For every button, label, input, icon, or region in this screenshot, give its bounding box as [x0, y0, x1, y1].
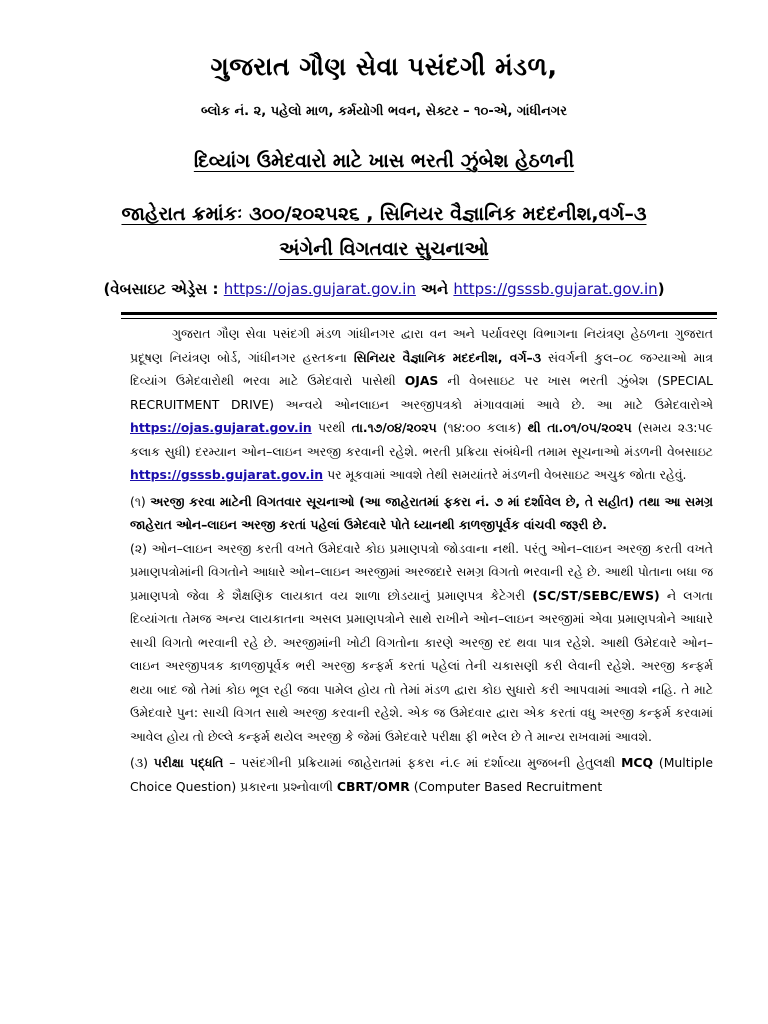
point-3-title: પરીક્ષા પદ્ધતિ — [153, 755, 224, 770]
point-2 — [130, 537, 713, 749]
divider-thin — [121, 318, 717, 319]
intro-gsssb-link[interactable]: https://gsssb.gujarat.gov.in — [130, 467, 324, 482]
mcq-label: MCQ — [621, 755, 654, 770]
cbrt-omr-label: CBRT/OMR — [336, 778, 410, 794]
point-1-number: (૧) — [130, 493, 146, 509]
point-3-number: (૩) — [130, 755, 148, 770]
start-date: તા.૧૭/૦૪/૨૦૨૫ — [351, 420, 437, 435]
intro-text-5: (૧૪:૦૦ કલાક) — [442, 420, 522, 435]
gsssb-link[interactable]: https://gsssb.gujarat.gov.in — [453, 280, 658, 298]
point-3 — [130, 751, 713, 798]
website-prefix: (વેબસાઇટ એડ્રેસ : — [103, 280, 219, 298]
post-name: સિનિયર વૈજ્ઞાનિક મદદનીશ, વર્ગ–૩ — [353, 349, 541, 365]
website-and: અને — [421, 280, 449, 298]
heading-line-1 — [0, 150, 768, 172]
heading-line-1-text: દિવ્યાંગ ઉમેદવારો માટે ખાસ ભરતી ઝુંબેશ હેઠળની — [193, 150, 575, 172]
intro-ojas-link[interactable]: https://ojas.gujarat.gov.in — [130, 420, 312, 435]
heading-line-2 — [0, 203, 768, 225]
category-list: (SC/ST/SEBC/EWS) — [532, 587, 660, 603]
heading-line-3 — [0, 238, 768, 260]
point-2-text-2: ને લગતા દિવ્યાંગતા તેમજ અન્ય લાયકાતના અસલ પ્રમાણપત્રોને સાથે રાખીને ઓન–લાઇન અરજીમાં એવા પ્રમાણપત્રોને આધારે સાચી વિગતો ભરવાની રહે છે. અરજીમાંની ખોટી વિગતોના કારણે અરજી રદ થવા પાત્ર રહેશે. આથી ઉમેદવારે ઓન–લાઇન અરજીપત્રક કાળજીપૂર્વક ભરી અરજી કન્ફર્મ કરતાં પહેલાં તેની ચકાસણી કરી લેવાની રહેશે. અરજી કન્ફર્મ થયા બાદ જો તેમાં કોઇ ભૂલ રહી જવા પામેલ હોય તો તેમાં મંડળ દ્વારા કોઇ સુધારો કરી આપવામાં આવશે નહિ. તે માટે ઉમેદવારે પુન: સાચી વિગત સાથે અરજી કરવાની રહેશે. એક જ ઉમેદવાર દ્વારા એક કરતાં વધુ અરજી કન્ફર્મ કરવામાં આવેલ હોય તો છેલ્લે કન્ફર્મ થયેલ અરજી કે જેમાં ઉમેદવારે પરીક્ષા ફી ભરેલ છે તે માન્ય રાખવામાં આવશે. — [130, 587, 713, 744]
org-name: ગુજરાત ગૌણ સેવા પસંદગી મંડળ, — [210, 52, 558, 81]
divider-thick — [121, 312, 717, 315]
intro-paragraph — [130, 322, 713, 487]
heading-line-3-text: અંગેની વિગતવાર સુચનાઓ — [279, 238, 489, 260]
intro-text-7: પર મૂકવામાં આવશે તેથી સમયાંતરે મંડળની વેબસાઇટ અચુક જોતા રહેવું. — [327, 467, 687, 482]
point-1 — [130, 490, 713, 537]
intro-text-1: ગુજરાત ગૌણ સેવા પસંદગી મંડળ ગાંધીનગર દ્વારા વન અને પર્યાવરણ વિભાગના નિયંત્રણ હેઠળના ગુજરાત પ્રદૂષણ નિયંત્રણ બોર્ડ, ગાંધીનગર હસ્તકના — [130, 326, 713, 365]
point-2-number: (૨) — [130, 540, 147, 556]
website-line — [0, 280, 768, 298]
ojas-link[interactable]: https://ojas.gujarat.gov.in — [223, 280, 416, 298]
website-suffix: ) — [657, 280, 665, 298]
document-body — [130, 322, 713, 798]
point-1-text: અરજી કરવા માટેની વિગતવાર સૂચનાઓ (આ જાહેરાતમાં ફકરા નં. ૭ માં દર્શાવેલ છે, તે સહીત) તથા આ સમગ્ર જાહેરાત ઓન–લાઇન અરજી કરતાં પહેલાં ઉમેદવારે પોતે ધ્યાનથી કાળજીપૂર્વક વાંચવી જરૂરી છે. — [130, 493, 713, 532]
point-3-text-3: (Computer Based Recruitment — [413, 778, 603, 794]
ojas-label: OJAS — [404, 373, 439, 388]
point-3-text-1: – પસંદગીની પ્રક્રિયામાં જાહેરાતમાં ફકરા નં.૯ માં દર્શાવ્યા મુજબની હેતુલક્ષી — [229, 755, 616, 770]
intro-text-6: (સમય ૨૩:૫૯ કલાક સુધી) દરમ્યાન ઓન–લાઇન અરજી કરવાની રહેશે. ભરતી પ્રક્રિયા સંબંધેની તમામ સૂચનાઓ મંડળની વેબસાઇટ — [130, 420, 713, 459]
end-date: થી તા.૦૧/૦૫/૨૦૨૫ — [527, 420, 632, 435]
intro-text-4: પરથી — [317, 420, 346, 435]
point-2-text-1: ઓન–લાઇન અરજી કરતી વખતે ઉમેદવારે કોઇ પ્રમાણપત્રો જોડવાના નથી. પરંતુ ઓન–લાઇન અરજી કરતી વખતે પ્રમાણપત્રોમાંની વિગતોને આધારે ઓન–લાઇન અરજીમાં અરજદારે સમગ્ર વિગતો ભરવાની રહે છે. આથી પોતાના બધા જ પ્રમાણપત્રો જેવા કે શૈક્ષણિક લાયકાત વય શાળા છોડયાનું પ્રમાણપત્ર કેટેગરી — [130, 540, 713, 603]
intro-text-3: ની વેબસાઇટ પર ખાસ ભરતી ઝુંબેશ (SPECIAL RECRUITMENT DRIVE) અન્વયે ઓનલાઇન અરજીપત્રકો મંગાવવામાં આવે છે. આ માટે ઉમેદવારોએ — [130, 373, 713, 412]
heading-line-2-text: જાહેરાત ક્રમાંકઃ ૩૦૦/૨૦૨૫૨૬ , સિનિયર વૈજ્ઞાનિક મદદનીશ,વર્ગ–૩ — [121, 203, 647, 225]
intro-text-2: સંવર્ગની કુલ–૦૮ જગ્યાઓ માત્ર દિવ્યાંગ ઉમેદવારોથી ભરવા માટે ઉમેદવારો પાસેથી — [130, 349, 713, 388]
point-3-text-2: (Multiple Choice Question) પ્રકારના પ્રશ્નોવાળી — [130, 755, 713, 794]
org-address: બ્લોક નં. ૨, પહેલો માળ, કર્મયોગી ભવન, સેક્ટર – ૧૦-એ, ગાંધીનગર — [200, 104, 568, 119]
